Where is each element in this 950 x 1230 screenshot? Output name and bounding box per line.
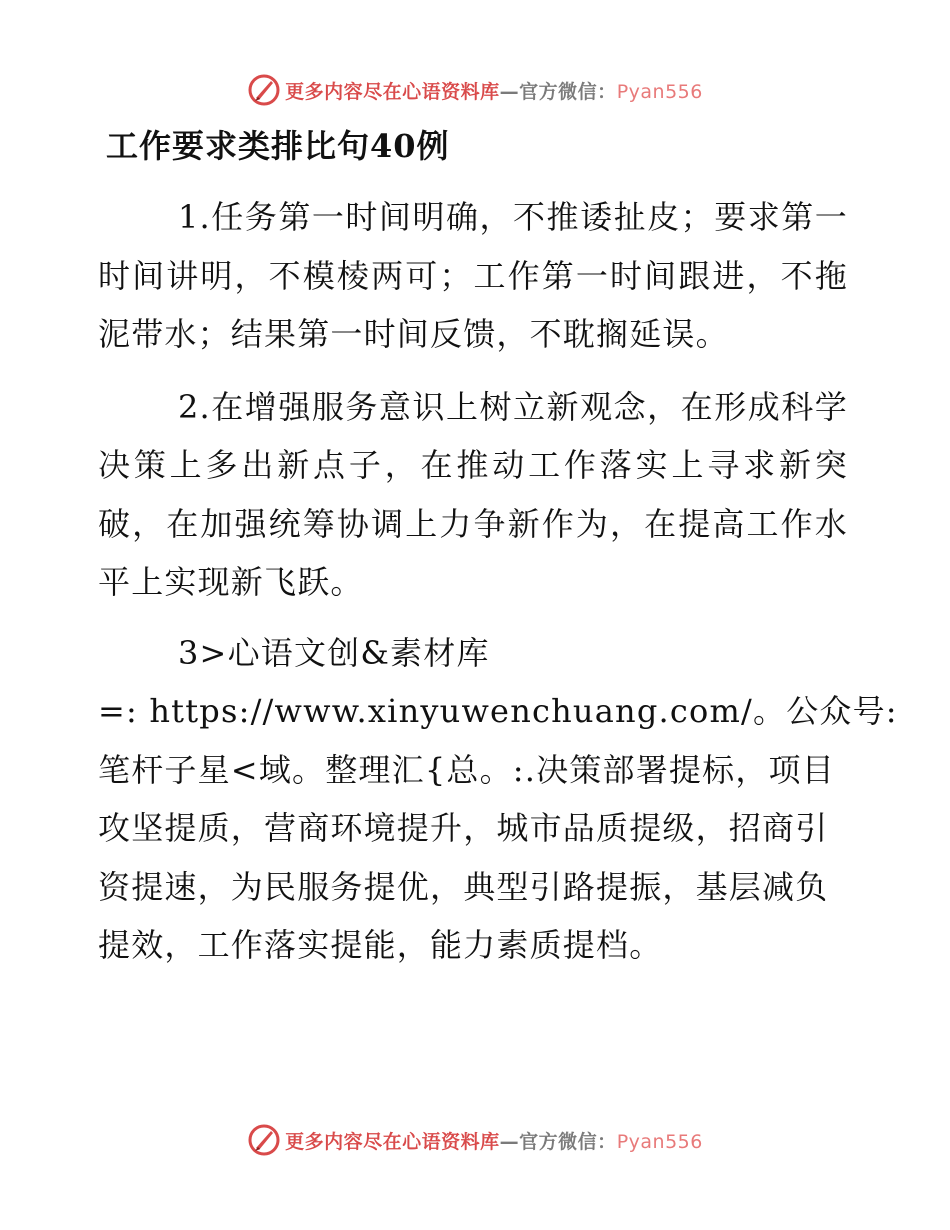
banner-separator: — (499, 1130, 520, 1153)
paragraph-3-line: 资提速，为民服务提优，典型引路提振，基层减负 (98, 867, 829, 906)
paragraph-3-line: 笔杆子星<域。整理汇{总。:.决策部署提标，项目 (98, 750, 835, 789)
banner-sub-text: 官方微信： (519, 1130, 617, 1153)
paragraph-2: 2.在增强服务意识上树立新观念，在形成科学决策上多出新点子，在推动工作落实上寻求新突破，在加强统筹协调上力争新作为，在提高工作水平上实现新飞跃。 (98, 387, 848, 601)
quill-logo-icon (247, 73, 281, 107)
banner-sub-text: 官方微信： (519, 80, 617, 103)
document-body (98, 122, 898, 975)
footer-banner (0, 1120, 950, 1160)
banner-account: Pyan556 (616, 1130, 703, 1153)
quill-logo-icon (247, 1123, 281, 1157)
banner-main-text: 更多内容尽在心语资料库 (285, 80, 500, 103)
paragraph-3-line: 3>心语文创&素材库 (178, 633, 490, 672)
banner-text (285, 77, 703, 104)
banner-account: Pyan556 (616, 80, 703, 103)
paragraph-3-line: =: https://www.xinyuwenchuang.com/。公众号: (98, 692, 898, 730)
banner-text (285, 1127, 703, 1154)
document-title: 工作要求类排比句40例 (106, 127, 450, 165)
banner-main-text: 更多内容尽在心语资料库 (285, 1130, 500, 1153)
banner-separator: — (499, 80, 520, 103)
paragraph-3-line: 攻坚提质，营商环境提升，城市品质提级，招商引 (98, 809, 829, 847)
paragraph-3-line: 提效，工作落实提能，能力素质提档。 (98, 926, 663, 964)
header-banner (0, 70, 950, 110)
paragraph-1: 1.任务第一时间明确，不推诿扯皮；要求第一时间讲明，不模棱两可；工作第一时间跟进，不拖泥带水；结果第一时间反馈，不耽搁延误。 (98, 198, 848, 353)
paragraph-3 (98, 624, 898, 975)
